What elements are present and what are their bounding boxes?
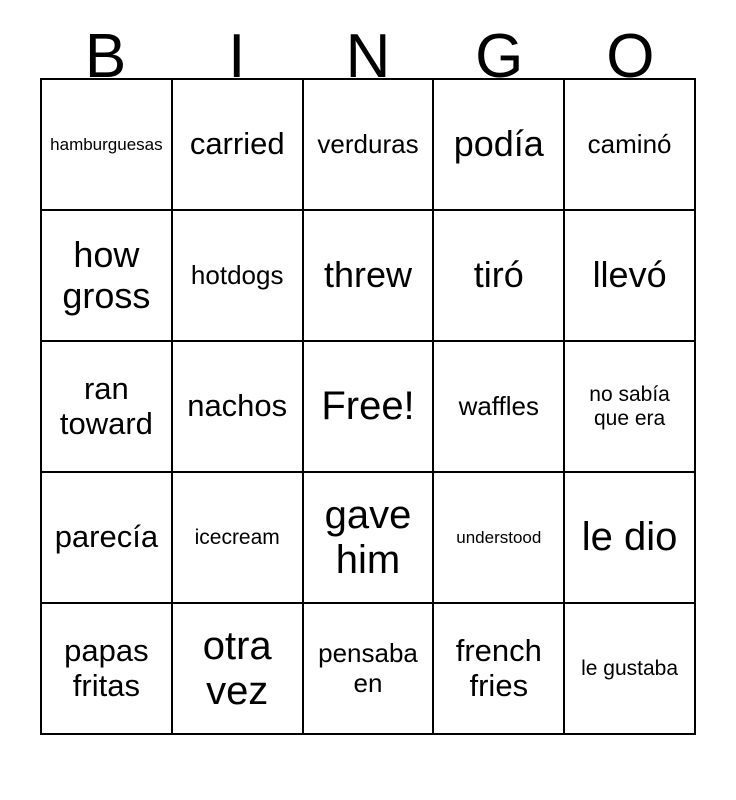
- bingo-cell[interactable]: tiró: [434, 211, 565, 342]
- bingo-cell[interactable]: le dio: [565, 473, 696, 604]
- header-letter-o: O: [606, 22, 655, 91]
- bingo-cell[interactable]: threw: [304, 211, 435, 342]
- bingo-cell[interactable]: caminó: [565, 80, 696, 211]
- bingo-cell[interactable]: no sabía que era: [565, 342, 696, 473]
- bingo-cell[interactable]: how gross: [42, 211, 173, 342]
- bingo-cell[interactable]: llevó: [565, 211, 696, 342]
- header-letter-i: I: [228, 22, 246, 91]
- bingo-cell[interactable]: papas fritas: [42, 604, 173, 735]
- bingo-cell-free[interactable]: Free!: [304, 342, 435, 473]
- bingo-cell[interactable]: parecía: [42, 473, 173, 604]
- bingo-cell[interactable]: ran toward: [42, 342, 173, 473]
- bingo-cell[interactable]: hamburguesas: [42, 80, 173, 211]
- bingo-grid: [40, 78, 696, 735]
- bingo-cell[interactable]: carried: [173, 80, 304, 211]
- bingo-cell[interactable]: hotdogs: [173, 211, 304, 342]
- bingo-cell[interactable]: icecream: [173, 473, 304, 604]
- bingo-cell[interactable]: french fries: [434, 604, 565, 735]
- bingo-cell[interactable]: pensaba en: [304, 604, 435, 735]
- header-letter-b: B: [84, 22, 127, 91]
- bingo-cell[interactable]: understood: [434, 473, 565, 604]
- bingo-cell[interactable]: podía: [434, 80, 565, 211]
- bingo-cell[interactable]: otra vez: [173, 604, 304, 735]
- header-letter-g: G: [475, 22, 524, 91]
- bingo-header: [40, 0, 696, 91]
- bingo-cell[interactable]: nachos: [173, 342, 304, 473]
- bingo-cell[interactable]: le gustaba: [565, 604, 696, 735]
- bingo-cell[interactable]: verduras: [304, 80, 435, 211]
- bingo-cell[interactable]: gave him: [304, 473, 435, 604]
- bingo-cell[interactable]: waffles: [434, 342, 565, 473]
- header-letter-n: N: [345, 22, 391, 91]
